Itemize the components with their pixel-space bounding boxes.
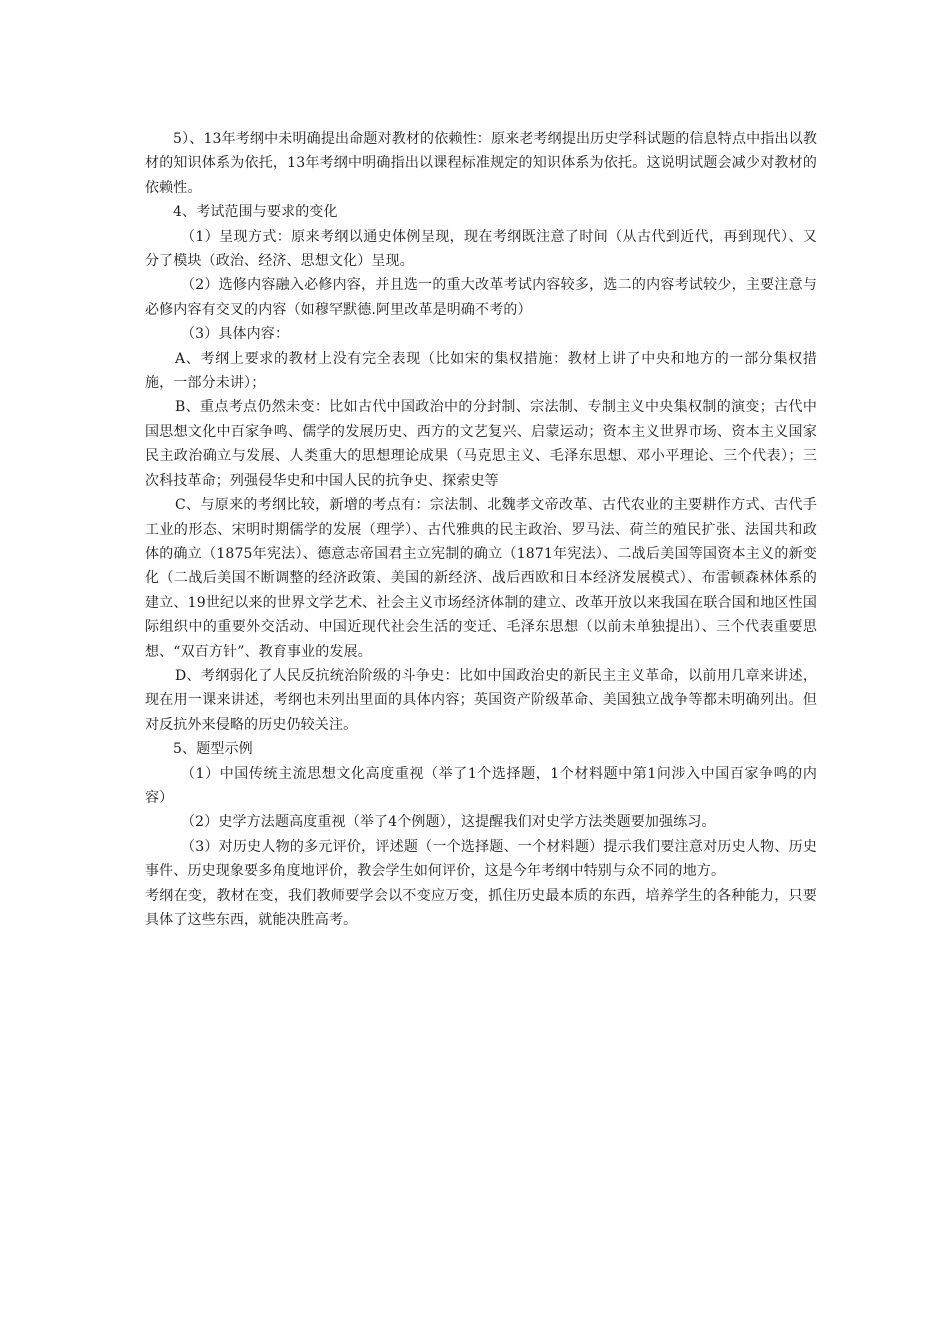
- paragraph-exam-textbook-dependency: 5）、13年考纲中未明确提出命题对教材的依赖性：原来老考纲提出历史学科试题的信息特点中指出以教材的知识体系为依托，13年考纲中明确指出以课程标准规定的知识体系为依托。这说明试题会减少对教材的依赖性。: [145, 131, 817, 196]
- paragraph-elective-content: （2）选修内容融入必修内容，并且选一的重大改革考试内容较多，选二的内容考试较少，主要注意与必修内容有交叉的内容（如穆罕默德.阿里改革是明确不考的）: [145, 277, 817, 318]
- document-body: [145, 127, 817, 932]
- paragraph-example-1: （1）中国传统主流思想文化高度重视（举了1个选择题，1个材料题中第1问涉入中国百家争鸣的内容）: [145, 765, 817, 806]
- paragraph-conclusion: 考纲在变，教材在变，我们教师要学会以不变应万变，抓住历史最本质的东西，培养学生的各种能力，只要具体了这些东西，就能决胜高考。: [145, 887, 817, 928]
- paragraph-item-d: D、考纲弱化了人民反抗统治阶级的斗争史：比如中国政治史的新民主主义革命，以前用几章来讲述，现在用一课来讲述，考纲也未列出里面的具体内容；英国资产阶级革命、美国独立战争等都未明确列出。但对反抗外来侵略的历史仍较关注。: [145, 667, 817, 733]
- heading-question-examples: 5、题型示例: [173, 741, 253, 758]
- paragraph-specific-content-label: （3）具体内容：: [181, 326, 290, 343]
- paragraph-item-c: C、与原来的考纲比较，新增的考点有：宗法制、北魏孝文帝改革、古代农业的主要耕作方式、古代手工业的形态、宋明时期儒学的发展（理学）、古代雅典的民主政治、罗马法、荷兰的殖民扩张、法国共和政体的确立（1875年宪法）、德意志帝国君主立宪制的确立（1871年宪法）、二战后美国等国资本主义的新变化（二战后美国不断调整的经济政策、美国的新经济、战后西欧和日本经济发展模式）、布雷顿森林体系的建立、19世纪以来的世界文学艺术、社会主义市场经济体制的建立、改革开放以来我国在联合国和地区性国际组织中的重要外交活动、中国近现代社会生活的变迁、毛泽东思想（以前未单独提出）、三个代表重要思想、“双百方针”、教育事业的发展。: [145, 497, 817, 660]
- paragraph-example-3: （3）对历史人物的多元评价，评述题（一个选择题、一个材料题）提示我们要注意对历史人物、历史事件、历史现象要多角度地评价，教会学生如何评价，这是今年考纲中特别与众不同的地方。: [145, 838, 817, 880]
- paragraph-item-b: B、重点考点仍然未变：比如古代中国政治中的分封制、宗法制、专制主义中央集权制的演变；古代中国思想文化中百家争鸣、儒学的发展历史、西方的文艺复兴、启蒙运动；资本主义世界市场、资本主义国家民主政治确立与发展、人类重大的思想理论成果（马克思主义、毛泽东思想、邓小平理论、三个代表）；三次科技革命；列强侵华史和中国人民的抗争史、探索史等: [145, 399, 817, 489]
- heading-exam-scope-changes: 4、考试范围与要求的变化: [173, 204, 338, 221]
- paragraph-example-2: （2）史学方法题高度重视（举了4个例题），这提醒我们对史学方法类题要加强练习。: [181, 814, 716, 831]
- paragraph-item-a: A、考纲上要求的教材上没有完全表现（比如宋的集权措施：教材上讲了中央和地方的一部分集权措施，一部分未讲）；: [145, 350, 817, 392]
- paragraph-presentation-method: （1）呈现方式：原来考纲以通史体例呈现，现在考纲既注意了时间（从古代到近代，再到现代）、又分了模块（政治、经济、思想文化）呈现。: [145, 228, 817, 270]
